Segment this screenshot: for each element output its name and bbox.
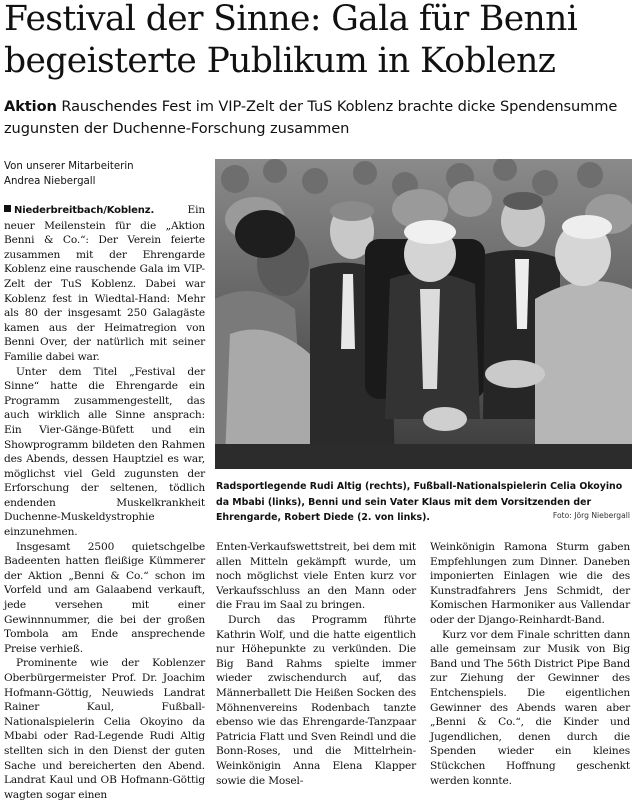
article-paragraph: Enten-Verkaufswettstreit, bei dem mit allen Mitteln gekämpft wurde, um noch möglichst viele Enten kurz vor Verkaufsschluss an den Mann oder die Frau im Saal zu bringen.: [216, 541, 416, 612]
byline-line1: Von unserer Mitarbeiterin: [4, 161, 134, 172]
dateline: Niederbreitbach/Koblenz.: [14, 205, 155, 216]
article-column-3: [430, 540, 630, 788]
article-paragraph: Insgesamt 2500 quietschgelbe Badeenten hatten fleißige Kümmerer der Aktion „Benni & Co.“ schon im Vorfeld und am Galaabend verkauft, jede versehen mit einer Gewinnnummer, die bei der großen Tombola am Ende ansprechende Preise verhieß.: [4, 540, 205, 655]
byline-author: Andrea Niebergall: [4, 176, 96, 187]
article-column-2: [216, 540, 416, 788]
photo-caption: Radsportlegende Rudi Altig (rechts), Fußball-Nationalspielerin Celia Okoyino da Mbabi (links), Benni und sein Vater Klaus mit dem Vorsitzenden der Ehrengarde, Robert Diede (2. von links).: [216, 481, 623, 523]
subheadline-kicker: Aktion: [4, 98, 57, 115]
headline: Festival der Sinne: Gala für Benni begeisterte Publikum in Koblenz: [4, 0, 578, 81]
article-photo: [215, 159, 632, 469]
subheadline: [4, 96, 630, 140]
article-paragraph: [4, 203, 205, 365]
article-paragraph: Durch das Programm führte Kathrin Wolf, und die hatte eigentlich nur Höhepunkte zu verkünden. Die Big Band Rahms spielte immer wieder zwischendurch auf, das Männerballett Die Heißen Socken des Möhnenvereins Rodenbach tanzte ebenso wie das Ehrengarde-Tanzpaar Patricia Flatt und Sven Reindl und die Bonn-Roses, und die Mittelrhein-Weinkönigin Anna Elena Klapper sowie die Mosel-: [216, 613, 416, 787]
subheadline-text: Rauschendes Fest im VIP-Zelt der TuS Koblenz brachte dicke Spendensumme zugunsten der Duchenne-Forschung zusammen: [4, 98, 618, 137]
article-paragraph: Weinkönigin Ramona Sturm gaben Empfehlungen zum Dinner. Daneben imponierten Einlagen wie die des Kunstradfahrers Jens Schmidt, der Komischen Harmoniker aus Vallendar oder der Django-Reinhardt-Band.: [430, 541, 630, 626]
article-paragraph-text: Ein neuer Meilenstein für die „Aktion Benni & Co.“: Der Verein feierte zusammen mit der Ehrengarde Koblenz eine rauschende Gala im VIP-Zelt der TuS Koblenz. Dabei war Koblenz fest in Wiedtal-Hand: Mehr als 80 der insgesamt 250 Galagäste kamen aus der Heimatregion von Benni Over, der natürlich mit seiner Familie dabei war.: [4, 204, 205, 363]
dateline-square-icon: [4, 205, 11, 212]
article-paragraph: Unter dem Titel „Festival der Sinne“ hatte die Ehrengarde ein Programm zusammengestellt, das auch wirklich alle Sinne ansprach: Ein Vier-Gänge-Büfett und ein Showprogramm bildeten den Rahmen des Abends, dessen Hauptziel es war, möglichst viel Geld zugunsten der Erforschung der seltenen, tödlich endenden Muskelkrankheit Duchenne-Muskeldystrophie einzunehmen.: [4, 365, 205, 539]
article-paragraph: Prominente wie der Koblenzer Oberbürgermeister Prof. Dr. Joachim Hofmann-Göttig, Neuwieds Landrat Rainer Kaul, Fußball-Nationalspielerin Celia Okoyino da Mbabi oder Rad-Legende Rudi Altig stellten sich in den Dienst der guten Sache und bereicherten den Abend. Landrat Kaul und OB Hofmann-Göttig wagten sogar einen: [4, 657, 205, 801]
photo-credit: Foto: Jörg Niebergall: [552, 511, 630, 520]
article-column-1: [4, 203, 205, 802]
photo-illustration: [215, 159, 632, 469]
article-paragraph: Kurz vor dem Finale schritten dann alle gemeinsam zur Musik von Big Band und The 56th District Pipe Band zur Ziehung der Gewinner des Entchenspiels. Die eigentlichen Gewinner des Abends waren aber „Benni & Co.“, die Kinder und Jugendlichen, denen durch die Spenden wieder ein kleines Stückchen Hoffnung geschenkt werden konnte.: [430, 628, 630, 787]
byline: [4, 159, 204, 189]
